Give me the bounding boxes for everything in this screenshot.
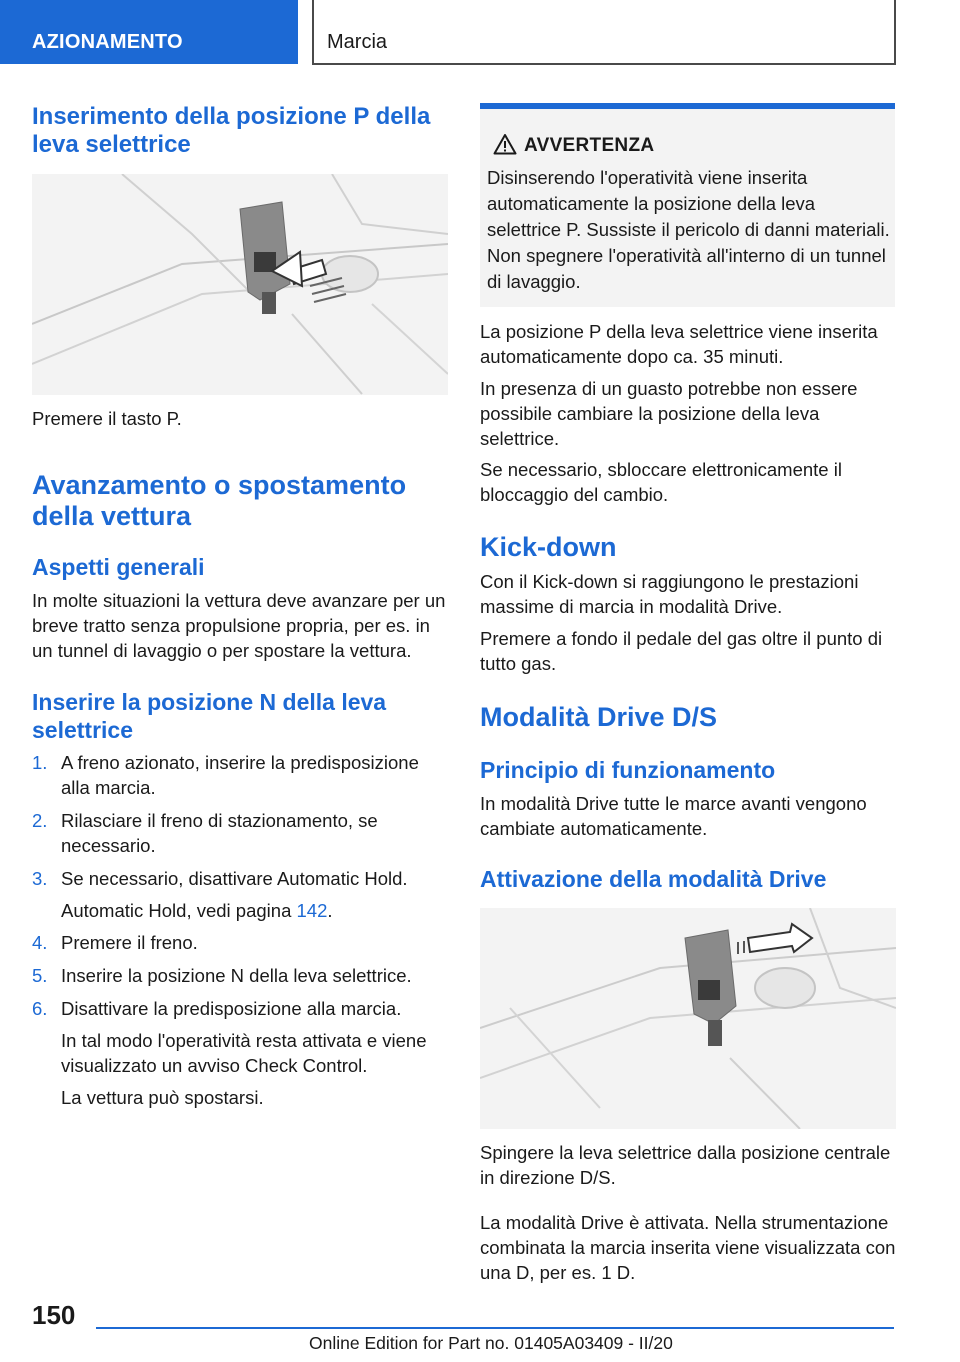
step-text: Rilasciare il freno di stazionamento, se necessario. bbox=[61, 810, 378, 856]
text-unlock: Se necessario, sbloccare elettronicamente il bloccaggio del cambio. bbox=[480, 459, 842, 505]
step-number: 4. bbox=[32, 932, 48, 953]
heading-kick-down: Kick-down bbox=[480, 532, 617, 562]
heading-principle: Principio di funzionamento bbox=[480, 757, 776, 783]
text-auto-p: La posizione P della leva selettrice viene inserita automaticamente dopo ca. 35 minuti. bbox=[480, 321, 878, 367]
step-text: A freno azionato, inserire la predisposizione alla marcia. bbox=[61, 752, 419, 798]
steps-list bbox=[32, 750, 448, 1110]
step-text: Inserire la posizione N della leva selettrice. bbox=[61, 965, 412, 986]
reference-text: Automatic Hold, vedi pagina bbox=[61, 900, 292, 921]
footer-divider bbox=[96, 1327, 894, 1329]
step3-reference bbox=[32, 898, 448, 923]
heading-drive-mode: Modalità Drive D/S bbox=[480, 702, 718, 732]
step6-result: La vettura può spostarsi. bbox=[61, 1087, 264, 1108]
list-item bbox=[32, 866, 448, 891]
figure-selector-lever-drive bbox=[480, 908, 896, 1129]
figure-selector-lever-p bbox=[32, 174, 448, 395]
chapter-tab bbox=[312, 0, 896, 65]
chapter-label: Marcia bbox=[327, 31, 388, 53]
step-number: 6. bbox=[32, 998, 48, 1019]
step-text: Disattivare la predisposizione alla marcia. bbox=[61, 998, 402, 1019]
selector-lever-drive-illustration bbox=[480, 908, 896, 1129]
step6-note: In tal modo l'operatività resta attivata e viene visualizzato un avviso Check Control. bbox=[61, 1030, 427, 1076]
warning-triangle-icon bbox=[493, 133, 517, 155]
heading-general-aspects: Aspetti generali bbox=[32, 554, 205, 580]
step-number: 2. bbox=[32, 810, 48, 831]
list-item bbox=[32, 930, 448, 955]
text-principle: In modalità Drive tutte le marce avanti vengono cambiate automaticamente. bbox=[480, 793, 867, 839]
caption-drive: Spingere la leva selettrice dalla posizione centrale in direzione D/S. bbox=[480, 1142, 891, 1188]
list-item bbox=[32, 996, 448, 1021]
text-general-aspects: In molte situazioni la vettura deve avanzare per un breve tratto senza propulsione propria, per es. in un tunnel di lavaggio o per spostare la vettura. bbox=[32, 590, 446, 661]
step-number: 5. bbox=[32, 965, 48, 986]
page-number: 150 bbox=[32, 1300, 76, 1330]
step-text: Se necessario, disattivare Automatic Hold. bbox=[61, 868, 408, 889]
heading-moving-vehicle: Avanzamento o spostamento della vettura bbox=[32, 470, 407, 531]
reference-suffix: . bbox=[327, 900, 333, 921]
text-kick-down: Con il Kick-down si raggiungono le prestazioni massime di marcia in modalità Drive. bbox=[480, 571, 859, 617]
warning-title: AVVERTENZA bbox=[524, 135, 655, 156]
step-number: 3. bbox=[32, 868, 48, 889]
caption-press-p: Premere il tasto P. bbox=[32, 408, 182, 429]
step-number: 1. bbox=[32, 752, 48, 773]
section-tab bbox=[0, 0, 298, 64]
list-item bbox=[32, 750, 448, 800]
section-label: AZIONAMENTO bbox=[32, 31, 183, 53]
page-link[interactable]: 142 bbox=[296, 900, 328, 921]
selector-lever-p-illustration bbox=[32, 174, 448, 395]
edition-note: Online Edition for Part no. 01405A03409 - II/20 bbox=[309, 1333, 673, 1353]
list-item bbox=[32, 963, 448, 988]
warning-box bbox=[480, 103, 895, 307]
step-text: Premere il freno. bbox=[61, 932, 198, 953]
text-fault: In presenza di un guasto potrebbe non essere possibile cambiare la posizione della leva selettrice. bbox=[480, 378, 858, 449]
heading-engage-n: Inserire la posizione N della leva selettrice bbox=[32, 689, 387, 743]
text-drive-active: La modalità Drive è attivata. Nella strumentazione combinata la marcia inserita viene visualizzata con una D, per es. 1 D. bbox=[480, 1212, 896, 1283]
heading-activation: Attivazione della modalità Drive bbox=[480, 866, 827, 892]
text-full-throttle: Premere a fondo il pedale del gas oltre il punto di tutto gas. bbox=[480, 628, 883, 674]
warning-text: Disinserendo l'operatività viene inserita automaticamente la posizione della leva selettrice P. Sussiste il pericolo di danni materiali. Non spegnere l'operatività all'interno di un tunnel di lavaggio. bbox=[487, 167, 890, 292]
list-item bbox=[32, 808, 448, 858]
heading-position-p: Inserimento della posizione P della leva selettrice bbox=[32, 103, 431, 158]
